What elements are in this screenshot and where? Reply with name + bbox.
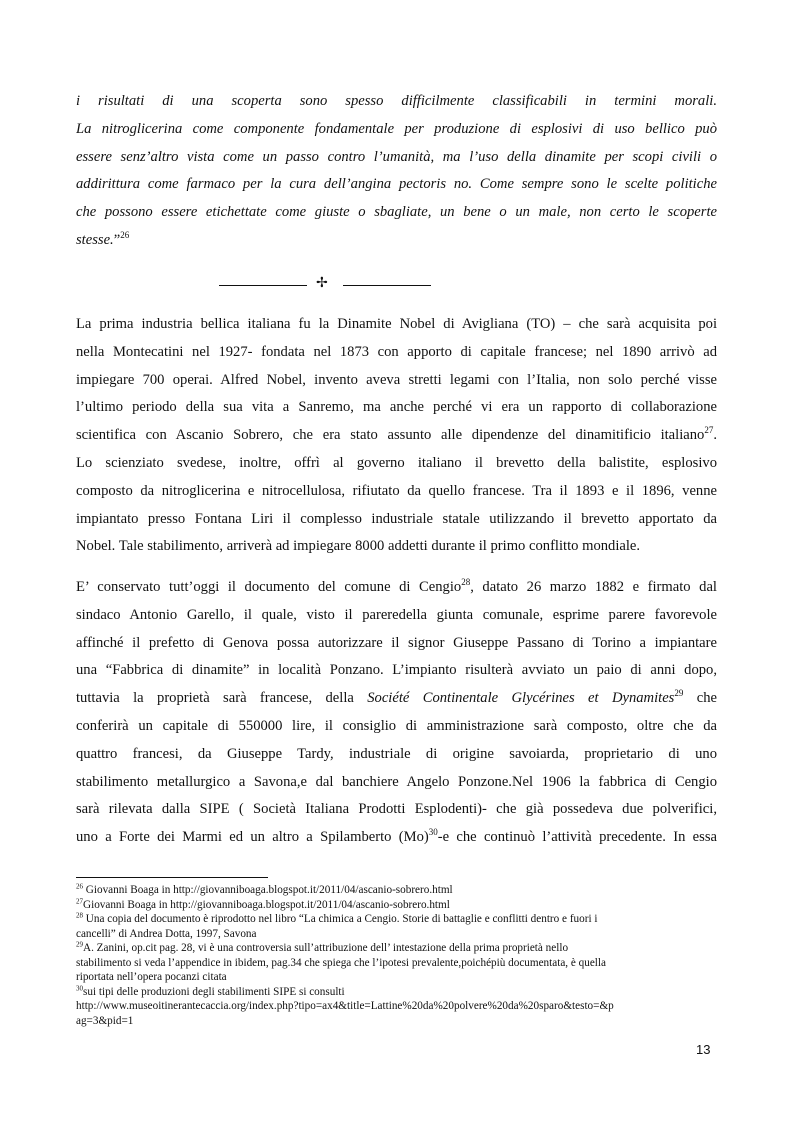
paragraph-avigliana <box>76 311 717 561</box>
paragraph-line: l’ultimo periodo della sua vita a Sanremo, ma anche perché vi era un rapporto di collaborazione <box>76 399 717 416</box>
footnote-text: A. Zanini, op.cit pag. 28, vi è una controversia sull’attribuzione dell’ intestazione della prima proprietà nello <box>83 942 569 954</box>
quote-last-text: stesse. <box>76 231 114 248</box>
footnote-text: Giovanni Boaga in http://giovanniboaga.blogspot.it/2011/04/ascanio-sobrero.html <box>83 884 453 896</box>
footnote-29-cont: stabilimento si veda l’appendice in ibidem, pag.34 che spiega che l’ipotesi prevalente,poichépiù documentata, è quella <box>76 956 606 969</box>
footnote-number: 27 <box>76 896 83 905</box>
paragraph-line <box>76 685 717 713</box>
quote-line: i risultati di una scoperta sono spesso difficilmente classificabili in termini morali. <box>76 93 717 109</box>
page-number: 13 <box>696 1042 711 1057</box>
paragraph-line: Lo scienziato svedese, inoltre, offrì al governo italiano il brevetto della balistite, esplosivo <box>76 454 717 471</box>
quote-line: addirittura come farmaco per la cura dell’angina pectoris no. Come sempre sono le scelte politiche <box>76 176 717 193</box>
paragraph-line <box>76 824 717 852</box>
paragraph-line: La prima industria bellica italiana fu la Dinamite Nobel di Avigliana (TO) – che sarà acquisita poi <box>76 316 717 332</box>
paragraph-line: quattro francesi, da Giuseppe Tardy, industriale di origine savoiarda, proprietario di uno <box>76 745 717 762</box>
footnote-ref-30[interactable]: 30 <box>428 827 438 838</box>
footnote-text: Una copia del documento è riprodotto nel libro “La chimica a Cengio. Storie di battaglie e conflitti dentro e fuori i <box>83 913 598 925</box>
paragraph-line-text: che <box>683 690 717 707</box>
footnote-27 <box>76 898 717 913</box>
paragraph-line: conferirà un capitale di 550000 lire, il consiglio di amministrazione sarà composto, oltre che da <box>76 717 717 734</box>
footnote-number: 29 <box>76 940 83 949</box>
paragraph-line: stabilimento metallurgico a Savona,e dal banchiere Angelo Ponzone.Nel 1906 la fabbrica di Cengio <box>76 773 717 790</box>
footnote-29-cont: riportata nell’opera pocanzi citata <box>76 971 227 983</box>
company-name: Société Continentale Glycérines et Dynamites <box>367 690 675 707</box>
paragraph-cengio <box>76 574 717 852</box>
paragraph-line-text: -e che continuò l’attività precedente. In essa <box>437 829 717 846</box>
period: . <box>713 427 717 444</box>
paragraph-line: composto da nitroglicerina e nitrocellulosa, rifiutato da quello francese. Tra il 1893 e il 1896, venne <box>76 482 717 499</box>
quote-line: essere senz’altro vista come un passo contro l’umanità, ma l’uso della dinamite per scopi civili o <box>76 148 717 165</box>
quote-line: che possono essere etichettate come giuste o sbagliate, un bene o un male, non certo le scoperte <box>76 204 717 221</box>
separator-line-left <box>219 285 307 286</box>
footnote-number: 28 <box>76 911 83 920</box>
footnote-divider <box>76 877 268 878</box>
footnote-text: sui tipi delle produzioni degli stabilimenti SIPE si consulti <box>83 985 345 998</box>
paragraph-line <box>76 422 717 450</box>
footnote-29 <box>76 941 717 956</box>
footnote-ref-28[interactable]: 28 <box>461 577 471 588</box>
footnote-ref-27[interactable]: 27 <box>704 425 714 436</box>
quote-block <box>76 88 717 255</box>
paragraph-line-text: , datato 26 marzo 1882 e firmato dal <box>470 579 717 595</box>
footnotes <box>76 883 717 1028</box>
paragraph-line: sarà rilevata dalla SIPE ( Società Italiana Prodotti Esplodenti)- che già possedeva due polverifici, <box>76 801 717 818</box>
closing-quote: ” <box>113 231 121 248</box>
footnote-26 <box>76 883 717 898</box>
footnote-30-link[interactable]: http://www.museoitinerantecaccia.org/index.php?tipo=ax4&title=Lattine%20da%20polvere%20da%20sparo&testo=&p <box>76 1000 614 1012</box>
paragraph-line: nella Montecatini nel 1927- fondata nel 1873 con apporto di capitale francese; nel 1890 arrivò ad <box>76 343 717 360</box>
paragraph-line-text: E’ conservato tutt’oggi il documento del comune di Cengio <box>76 579 462 595</box>
fleuron-star-icon: ✢ <box>316 275 328 291</box>
paragraph-line-text: uno a Forte dei Marmi ed un altro a Spilamberto (Mo) <box>76 829 429 846</box>
footnote-ref-26[interactable]: 26 <box>120 230 130 241</box>
paragraph-line: impiantato presso Fontana Liri il complesso industriale statale utilizzando il brevetto apportato da <box>76 510 717 527</box>
separator-line-right <box>343 285 431 286</box>
paragraph-line <box>76 574 717 602</box>
footnote-30-link-cont[interactable]: ag=3&pid=1 <box>76 1014 134 1027</box>
section-separator <box>219 275 431 291</box>
footnote-30 <box>76 985 717 1000</box>
quote-line: La nitroglicerina come componente fondamentale per produzione di esplosivi di uso bellico può <box>76 120 717 137</box>
paragraph-line: una “Fabbrica di dinamite” in località Ponzano. L’impianto risulterà avviato un paio di anni dopo, <box>76 662 717 679</box>
footnote-28-cont: cancelli” di Andrea Dotta, 1997, Savona <box>76 927 257 940</box>
paragraph-line-text: tuttavia la proprietà sarà francese, della <box>76 690 368 707</box>
quote-last-line <box>76 227 717 255</box>
paragraph-line: Nobel. Tale stabilimento, arriverà ad impiegare 8000 addetti durante il primo conflitto mondiale. <box>76 538 641 555</box>
paragraph-line-text: scientifica con Ascanio Sobrero, che era stato assunto alle dipendenze del dinamitificio italiano <box>76 427 705 444</box>
paragraph-line: affinché il prefetto di Genova possa autorizzare il signor Giuseppe Passano di Torino a impiantare <box>76 634 717 651</box>
paragraph-line: sindaco Antonio Garello, il quale, visto il pareredella giunta comunale, esprime parere favorevole <box>76 606 717 623</box>
footnote-number: 26 <box>76 882 83 891</box>
footnote-ref-29[interactable]: 29 <box>674 688 684 699</box>
paragraph-line: impiegare 700 operai. Alfred Nobel, invento aveva stretti legami con l’Italia, non solo perché visse <box>76 371 717 388</box>
footnote-text: Giovanni Boaga in http://giovanniboaga.blogspot.it/2011/04/ascanio-sobrero.html <box>83 898 450 911</box>
footnote-28 <box>76 912 717 927</box>
footnote-number: 30 <box>76 983 83 992</box>
